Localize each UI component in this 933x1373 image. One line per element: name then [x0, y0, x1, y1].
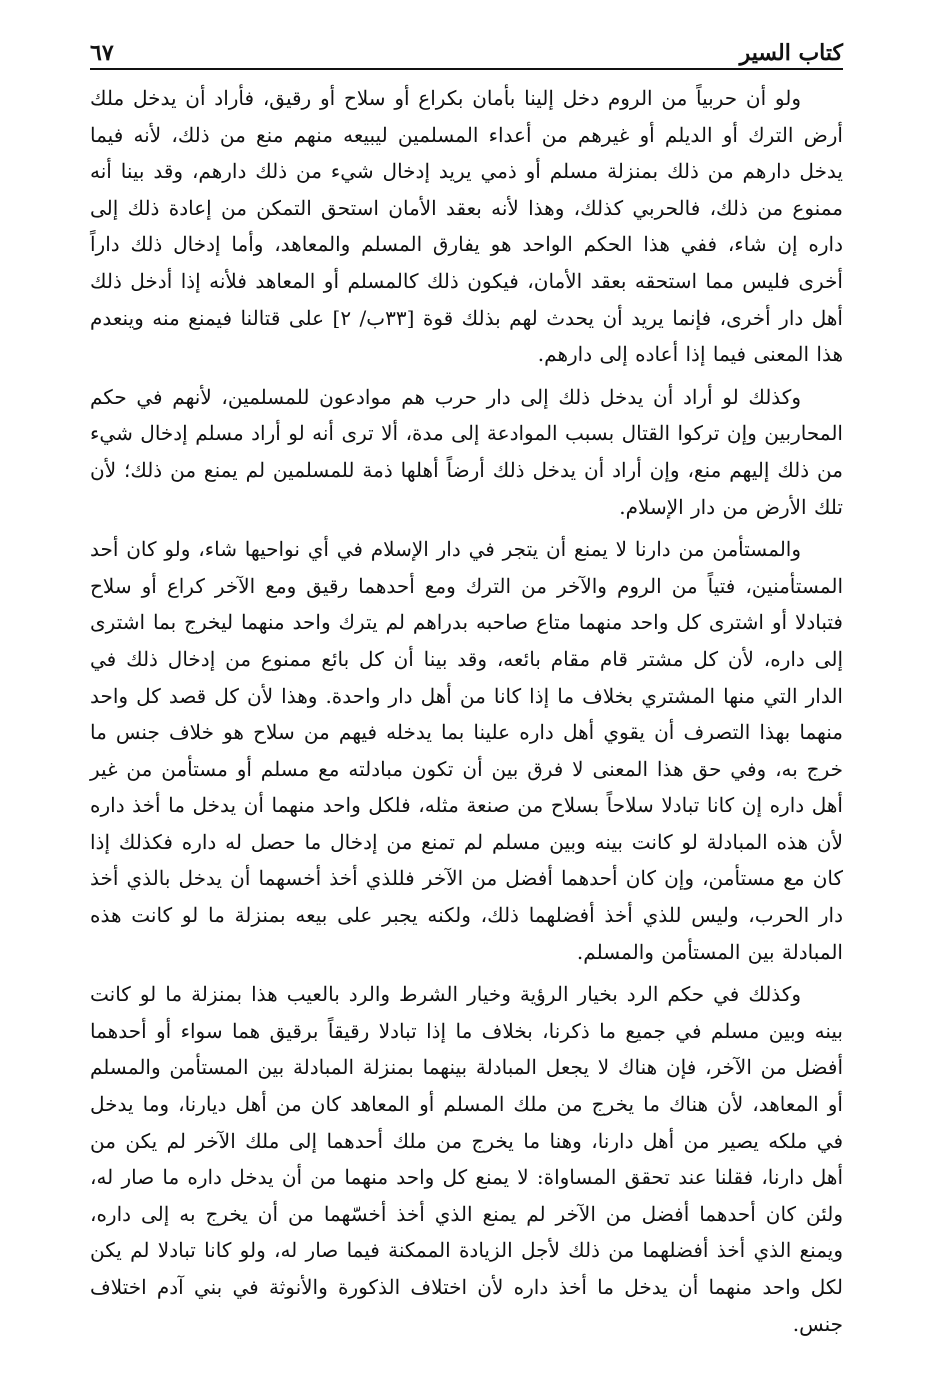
book-title: كتاب السير — [739, 40, 843, 66]
header-rule — [90, 68, 843, 70]
paragraph-4: وكذلك في حكم الرد بخيار الرؤية وخيار الشرط والرد بالعيب هذا بمنزلة ما لو كانت بينه وبين مسلم في جميع ما ذكرنا، بخلاف ما إذا تبادلا رقيقاً برقيق هما سواء أو أحدهما أفضل من الآخر، فإن هناك لا يجعل المبادلة بينهما بمنزلة المبادلة بين المستأمن والمسلم أو المعاهد، لأن هناك ما يخرج من ملك المسلم أو المعاهد كان من أهل ديارنا، وما يدخل في ملكه يصير من أهل دارنا، وهنا ما يخرج من ملك أحدهما إلى ملك الآخر لم يكن من أهل دارنا، فقلنا عند تحقق المساواة: لا يمنع كل واحد منهما من أن يدخل داره ما صار له، ولئن كان أحدهما أفضل من الآخر لم يمنع الذي أخذ أخسّهما من أن يخرج به إلى داره، ويمنع الذي أخذ أفضلهما من ذلك لأجل الزيادة الممكنة فيما صار له، ولو كانا تبادلا لم يكن لكل واحد منهما أن يدخل ما أخذ داره لأن اختلاف الذكورة والأنوثة في بني آدم اختلاف جنس. — [90, 982, 843, 1336]
paragraph-2: وكذلك لو أراد أن يدخل ذلك إلى دار حرب هم موادعون للمسلمين، لأنهم في حكم المحاربين وإن تركوا القتال بسبب الموادعة إلى مدة، ألا ترى أنه لو أراد مسلم إدخال شيء من ذلك إليهم منع، وإن أراد أن يدخل ذلك أرضاً أهلها ذمة للمسلمين لم يمنع من ذلك؛ لأن تلك الأرض من دار الإسلام. — [90, 384, 843, 519]
running-head — [90, 32, 843, 66]
paragraph-3: والمستأمن من دارنا لا يمنع أن يتجر في دار الإسلام في أي نواحيها شاء، ولو كان أحد المستأمنين، فتياً من الروم والآخر من الترك ومع أحدهما رقيق ومع الآخر كراع أو سلاح فتبادلا أو اشترى كل واحد منهما متاع صاحبه بدراهم لم يترك واحد منهما ليخرج بما اشترى إلى داره، لأن كل مشتر قام مقام بائعه، وقد بينا أن كل بائع ممنوع من إدخال ذلك في الدار التي منها المشتري بخلاف ما إذا كانا من أهل دار واحدة. وهذا لأن كل قصد كل واحد منهما بهذا التصرف أن يقوي أهل داره علينا بما يدخله فيهم من سلاح هو خلاف جنس ما خرج به، وفي حق هذا المعنى لا فرق بين أن تكون مبادلته مع مسلم أو مستأمن من غير أهل داره إن كانا تبادلا سلاحاً بسلاح من صنعة مثله، فلكل واحد منهما أن يدخل ما أخذ داره لأن هذه المبادلة لو كانت بينه وبين مسلم لم تمنع من إدخال ما حصل له داره فكذلك إذا كان مع مستأمن، وإن كان أحدهما أفضل من الآخر فللذي أخذ أخسهما أن يدخل بالذي أخذ دار الحرب، وليس للذي أخذ أفضلهما ذلك، ولكنه يجبر على بيعه بمنزلة ما لو كانت هذه المبادلة بين المستأمن والمسلم. — [90, 537, 844, 964]
paragraph-1: ولو أن حربياً من الروم دخل إلينا بأمان بكراع أو سلاح أو رقيق، فأراد أن يدخل ملك أرض الترك أو الديلم أو غيرهم من أعداء المسلمين ليبيعه منهم منع من ذلك، لأنه فيما يدخل دارهم من ذلك بمنزلة مسلم أو ذمي يريد إدخال شيء من ذلك دارهم، وقد بينا أنه ممنوع من ذلك، فالحربي كذلك، وهذا لأنه بعقد الأمان استحق التمكن من إعادة ذلك إلى داره إن شاء، ففي هذا الحكم الواحد هو يفارق المسلم والمعاهد، وأما إدخال ذلك داراً أخرى فليس مما استحقه بعقد الأمان، فيكون ذلك كالمسلم أو المعاهد فلأنه إذا أدخل ذلك أهل دار أخرى، فإنما يريد أن يحدث لهم بذلك قوة [٣٣ب/ ٢] على قتالنا فيمنع منه وينعدم هذا المعنى فيما إذا أعاده إلى دارهم. — [90, 86, 843, 367]
page-number: ٦٧ — [90, 40, 114, 66]
body-text — [90, 80, 843, 1348]
